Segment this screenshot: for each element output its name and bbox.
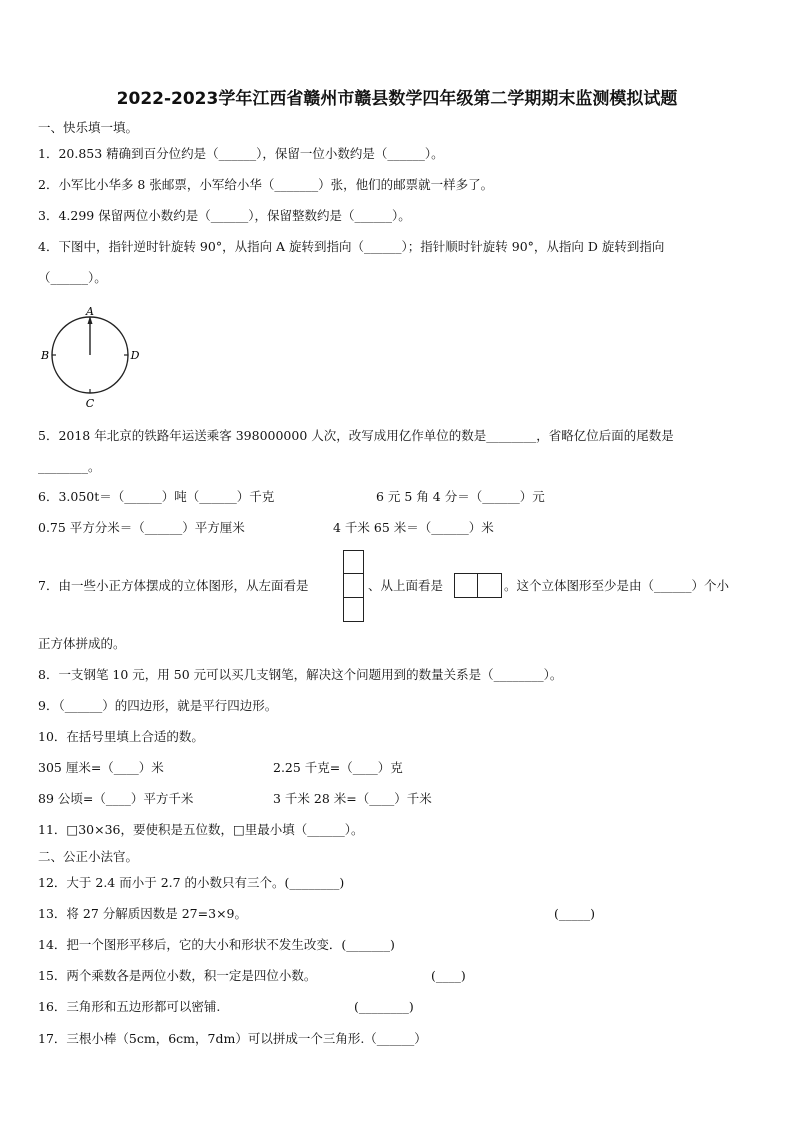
- question-1: 1．20.853 精确到百分位约是（______），保留一位小数约是（______）。: [38, 146, 444, 161]
- question-2: 2．小军比小华多 8 张邮票，小军给小华（_______）张，他们的邮票就一样多了。: [38, 177, 494, 192]
- left-view-square-bottom: [343, 597, 364, 622]
- question-8: 8．一支钢笔 10 元，用 50 元可以买几支钢笔，解决这个问题用到的数量关系是（________）。: [38, 667, 563, 682]
- left-view-square-top: [343, 550, 364, 574]
- question-4-line-2: （______）。: [38, 270, 107, 285]
- question-6-part-d: 4 千米 65 米＝（______）米: [333, 520, 494, 535]
- question-9: 9．（______）的四边形，就是平行四边形。: [38, 698, 278, 713]
- question-13-answer-blank: (_____): [554, 906, 596, 921]
- question-6-part-c: 0.75 平方分米＝（______）平方厘米: [38, 520, 245, 535]
- clock-dial-figure: [36, 304, 146, 412]
- top-view-square-left: [454, 573, 479, 598]
- question-10-part-a: 305 厘米=（____）米: [38, 760, 164, 775]
- question-16: 16．三角形和五边形都可以密铺.: [38, 999, 221, 1014]
- question-11: 11．□30×36，要使积是五位数，□里最小填（______）。: [38, 822, 364, 837]
- clock-label-d: D: [130, 349, 140, 362]
- question-7-part-3: 。这个立体图形至少是由（______）个小: [504, 578, 730, 593]
- question-7-part-1: 7．由一些小正方体摆成的立体图形，从左面看是: [38, 578, 309, 593]
- question-7-line-2: 正方体拼成的。: [38, 636, 126, 651]
- question-3: 3．4.299 保留两位小数约是（______），保留整数约是（______）。: [38, 208, 411, 223]
- question-5-line-2: ________。: [38, 459, 101, 474]
- clock-label-a: A: [86, 305, 94, 318]
- question-10-part-d: 3 千米 28 米=（____）千米: [273, 791, 432, 806]
- page-title: 2022-2023学年江西省赣州市赣县数学四年级第二学期期末监测模拟试题: [116, 89, 678, 109]
- question-17: 17．三根小棒（5cm，6cm，7dm）可以拼成一个三角形.（______）: [38, 1031, 427, 1046]
- left-view-figure: [342, 550, 366, 622]
- clock-label-c: C: [85, 397, 95, 410]
- left-view-square-middle: [343, 573, 364, 598]
- question-10-part-b: 2.25 千克=（____）克: [273, 760, 403, 775]
- question-4-line-1: 4．下图中，指针逆时针旋转 90°，从指向 A 旋转到指向（______）；指针顺时针旋转 90°，从指向 D 旋转到指向: [38, 239, 665, 254]
- question-6-part-a: 6．3.050t＝（______）吨（______）千克: [38, 489, 275, 504]
- question-15-answer-blank: (____): [431, 968, 466, 983]
- question-5-line-1: 5．2018 年北京的铁路年运送乘客 398000000 人次，改写成用亿作单位的数是________，省略亿位后面的尾数是: [38, 428, 674, 443]
- question-6-part-b: 6 元 5 角 4 分＝（______）元: [376, 489, 545, 504]
- question-10: 10．在括号里填上合适的数。: [38, 729, 204, 744]
- top-view-figure: [454, 573, 502, 598]
- question-12: 12．大于 2.4 而小于 2.7 的小数只有三个。(________): [38, 875, 345, 890]
- question-10-part-c: 89 公顷=（____）平方千米: [38, 791, 194, 806]
- section-heading-1: 一、快乐填一填。: [38, 120, 139, 135]
- clock-label-b: B: [40, 349, 50, 362]
- question-16-answer-blank: (________): [354, 999, 414, 1014]
- question-14: 14．把一个图形平移后，它的大小和形状不发生改变．(_______): [38, 937, 395, 952]
- question-7-part-2: 、从上面看是: [368, 578, 444, 593]
- top-view-square-right: [477, 573, 502, 598]
- section-heading-2: 二、公正小法官。: [38, 849, 139, 864]
- question-15: 15．两个乘数各是两位小数，积一定是四位小数。: [38, 968, 317, 983]
- question-13: 13．将 27 分解质因数是 27=3×9。: [38, 906, 247, 921]
